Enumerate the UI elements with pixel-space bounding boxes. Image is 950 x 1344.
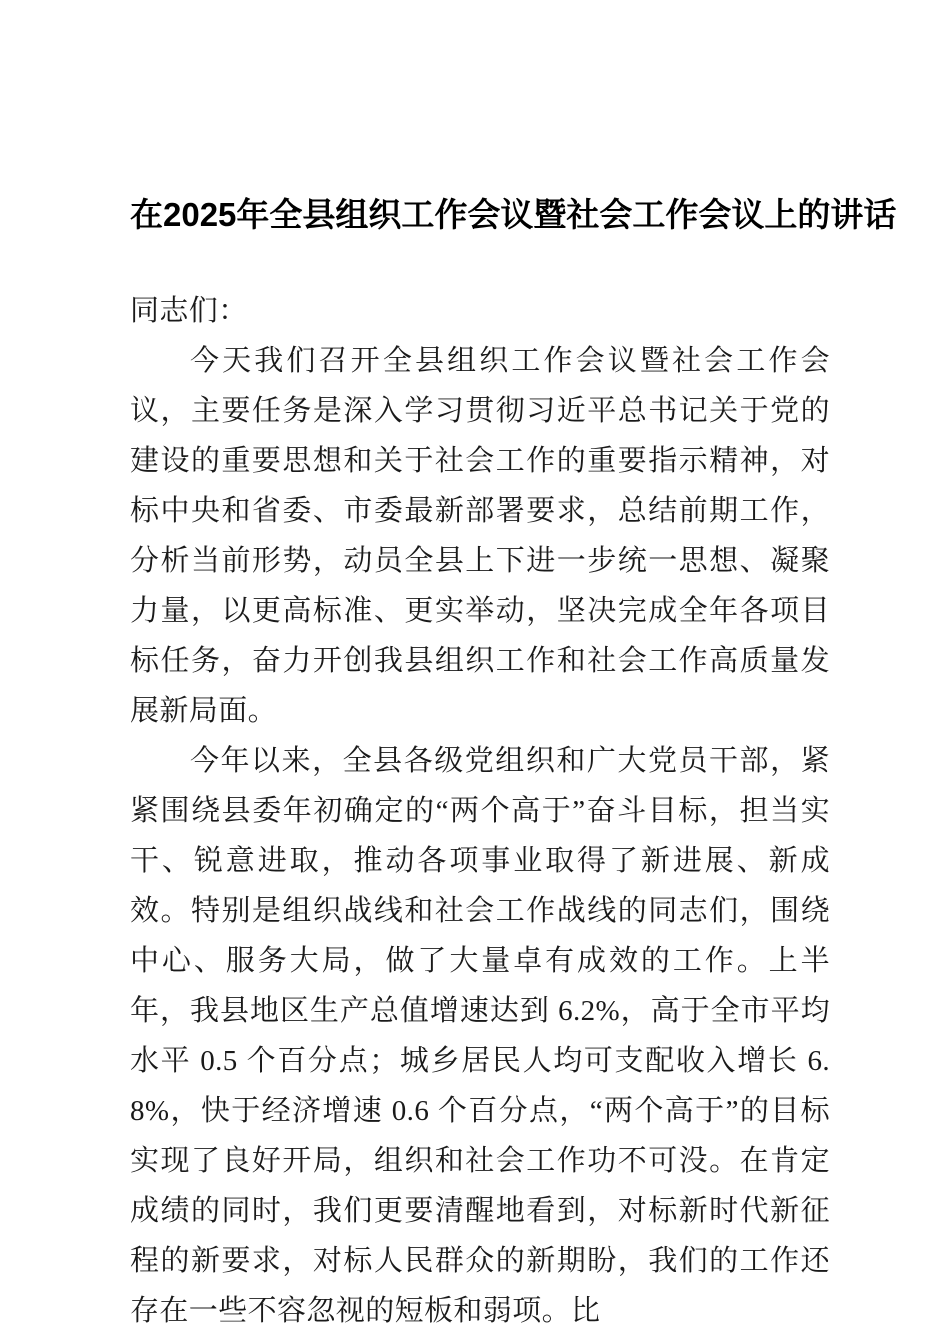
- paragraph-2: 今年以来，全县各级党组织和广大党员干部，紧紧围绕县委年初确定的“两个高于”奋斗目标，担当实干、锐意进取，推动各项事业取得了新进展、新成效。特别是组织战线和社会工作战线的同志们，围绕中心、服务大局，做了大量卓有成效的工作。上半年，我县地区生产总值增速达到 6.2%，高于全市平均水平 0.5 个百分点；城乡居民人均可支配收入增长 6.8%，快于经济增速 0.6 个百分点，“两个高于”的目标实现了良好开局，组织和社会工作功不可没。在肯定成绩的同时，我们更要清醒地看到，对标新时代新征程的新要求，对标人民群众的新期盼，我们的工作还存在一些不容忽视的短板和弱项。比: [130, 745, 830, 1327]
- page-title: 在2025年全县组织工作会议暨社会工作会议上的讲话: [130, 196, 897, 233]
- document-content: [130, 0, 897, 1336]
- salutation: 同志们：: [130, 295, 248, 327]
- document-body: [130, 238, 830, 1336]
- paragraph-1: 今天我们召开全县组织工作会议暨社会工作会议，主要任务是深入学习贯彻习近平总书记关于党的建设的重要思想和关于社会工作的重要指示精神，对标中央和省委、市委最新部署要求，总结前期工作，分析当前形势，动员全县上下进一步统一思想、凝聚力量，以更高标准、更实举动，坚决完成全年各项目标任务，奋力开创我县组织工作和社会工作高质量发展新局面。: [130, 345, 830, 727]
